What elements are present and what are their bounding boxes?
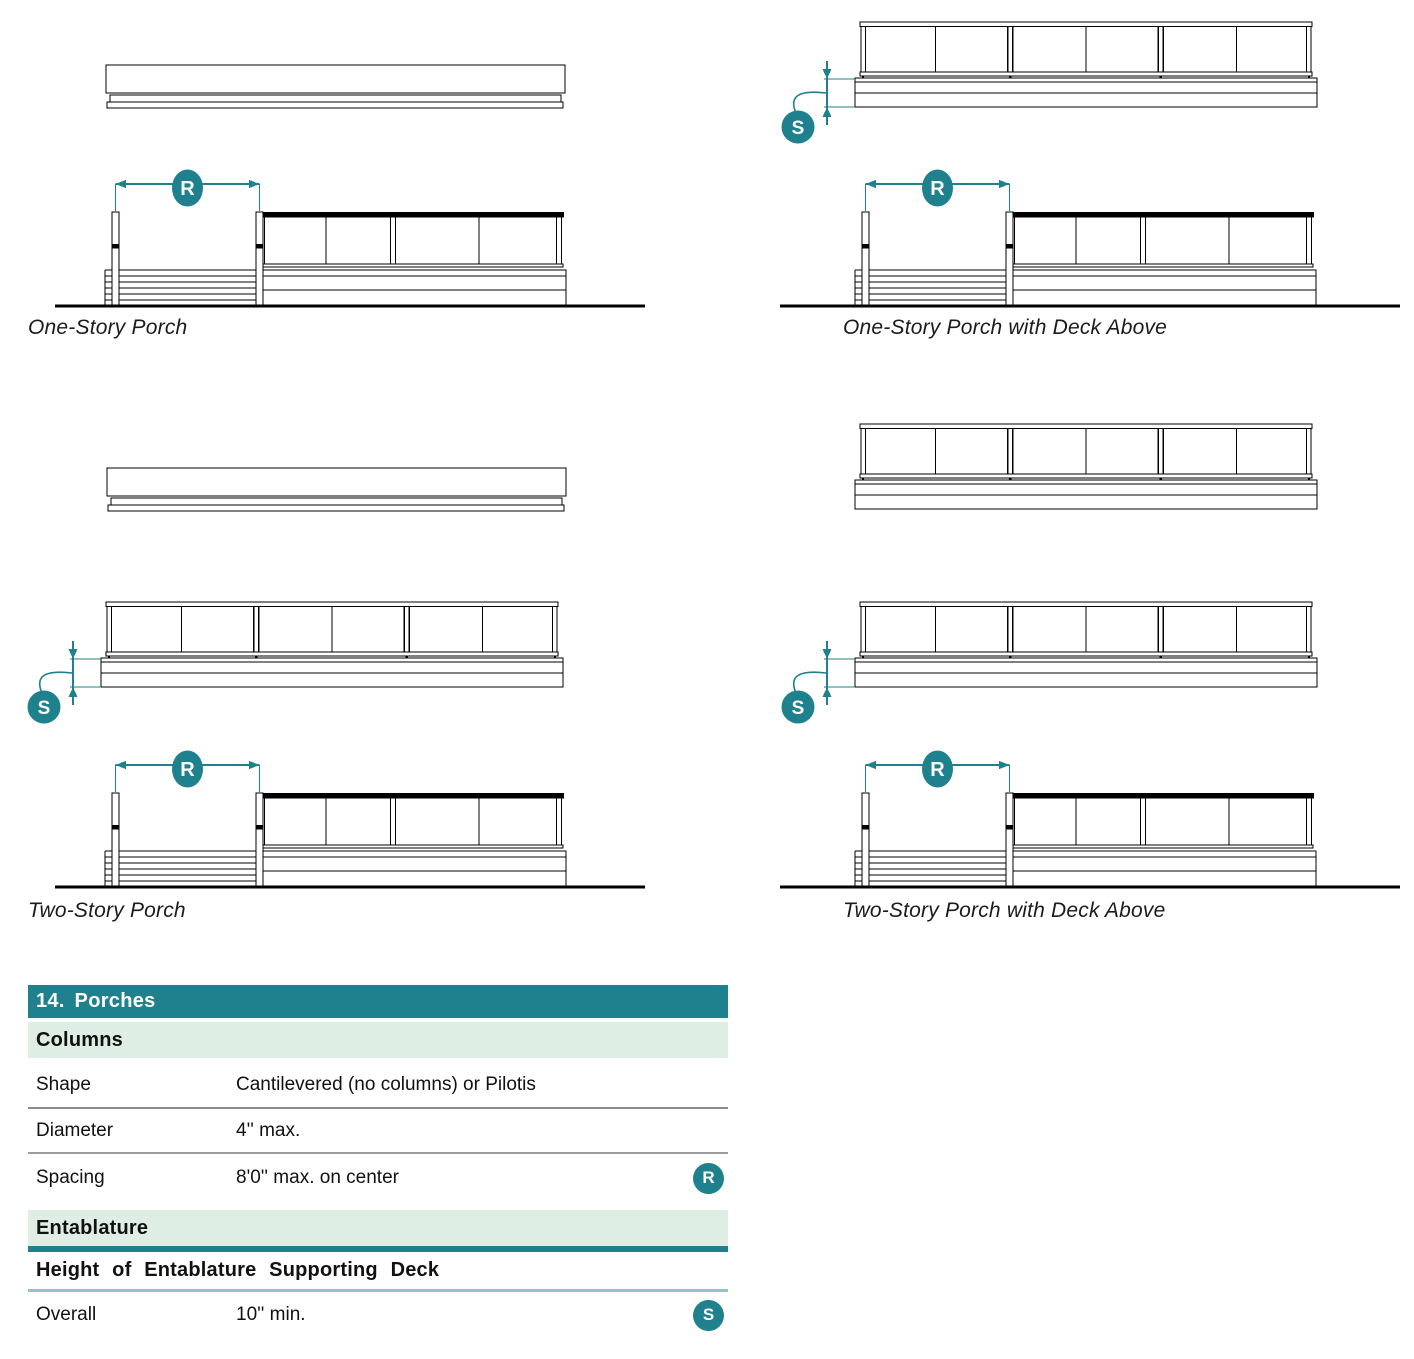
- table-title: 14. Porches: [28, 985, 728, 1018]
- row-value: 8'0'' max. on center: [236, 1167, 399, 1188]
- deck-railing: [101, 602, 563, 687]
- caption-one-story-porch-deck-above: One-Story Porch with Deck Above: [843, 316, 1168, 339]
- row-value: 10'' min.: [236, 1304, 306, 1325]
- table-row: [28, 1109, 728, 1154]
- s-dimension: [28, 641, 102, 724]
- caption-two-story-porch: Two-Story Porch: [28, 899, 186, 922]
- r-dimension-badge-label: R: [930, 759, 945, 782]
- diagram-two-story-porch-deck-above: [780, 424, 1400, 887]
- porch-elevation: [855, 793, 1316, 887]
- s-dimension: [782, 61, 856, 144]
- porch-elevation: [105, 212, 566, 306]
- deck-railing: [855, 602, 1317, 687]
- r-dimension-badge-label: R: [180, 178, 195, 201]
- diagram-two-story-porch: [28, 468, 646, 887]
- table-row: [28, 1292, 728, 1338]
- section-heading-entablature: Entablature: [28, 1210, 728, 1252]
- r-dimension-badge-label: R: [930, 178, 945, 201]
- row-label: Diameter: [36, 1119, 114, 1141]
- s-dimension: [782, 641, 856, 724]
- table-row: [28, 1062, 728, 1109]
- s-dimension-badge-label: S: [791, 117, 805, 139]
- row-label: Spacing: [36, 1167, 105, 1188]
- r-dimension-badge: [172, 751, 203, 788]
- row-value: Cantilevered (no columns) or Pilotis: [236, 1073, 536, 1095]
- row-label: Shape: [36, 1073, 91, 1095]
- entablature-beam: [106, 65, 565, 108]
- subheading-height-of-entablature: Height of Entablature Supporting Deck: [28, 1252, 728, 1292]
- s-dimension-badge: [782, 111, 815, 144]
- s-dimension-badge-label: S: [37, 697, 51, 719]
- deck-railing: [855, 424, 1317, 509]
- r-dimension-badge: [922, 751, 953, 788]
- spec-table: [28, 985, 728, 1338]
- r-dimension: [866, 170, 1010, 212]
- r-dimension: [866, 751, 1010, 793]
- r-dimension-badge-label: R: [180, 759, 195, 782]
- s-dimension-badge: [782, 691, 815, 724]
- porch-elevation: [855, 212, 1316, 306]
- caption-one-story-porch: One-Story Porch: [28, 316, 188, 339]
- diagram-one-story-porch: [55, 65, 645, 306]
- r-badge-icon: R: [693, 1163, 724, 1194]
- row-value: 4'' max.: [236, 1119, 301, 1141]
- diagram-one-story-porch-deck-above: [780, 22, 1400, 306]
- r-dimension: [116, 170, 260, 212]
- deck-railing: [855, 22, 1317, 107]
- r-dimension: [116, 751, 260, 793]
- caption-two-story-porch-deck-above: Two-Story Porch with Deck Above: [843, 899, 1166, 922]
- porch-elevation: [105, 793, 566, 887]
- r-dimension-badge: [172, 170, 203, 207]
- entablature-beam: [107, 468, 566, 511]
- r-dimension-badge: [922, 170, 953, 207]
- section-heading-columns: Columns: [28, 1022, 728, 1058]
- s-dimension-badge: [28, 691, 61, 724]
- s-dimension-badge-label: S: [791, 697, 805, 719]
- table-row: [28, 1154, 728, 1202]
- s-badge-icon: S: [693, 1300, 724, 1331]
- row-label: Overall: [36, 1304, 97, 1325]
